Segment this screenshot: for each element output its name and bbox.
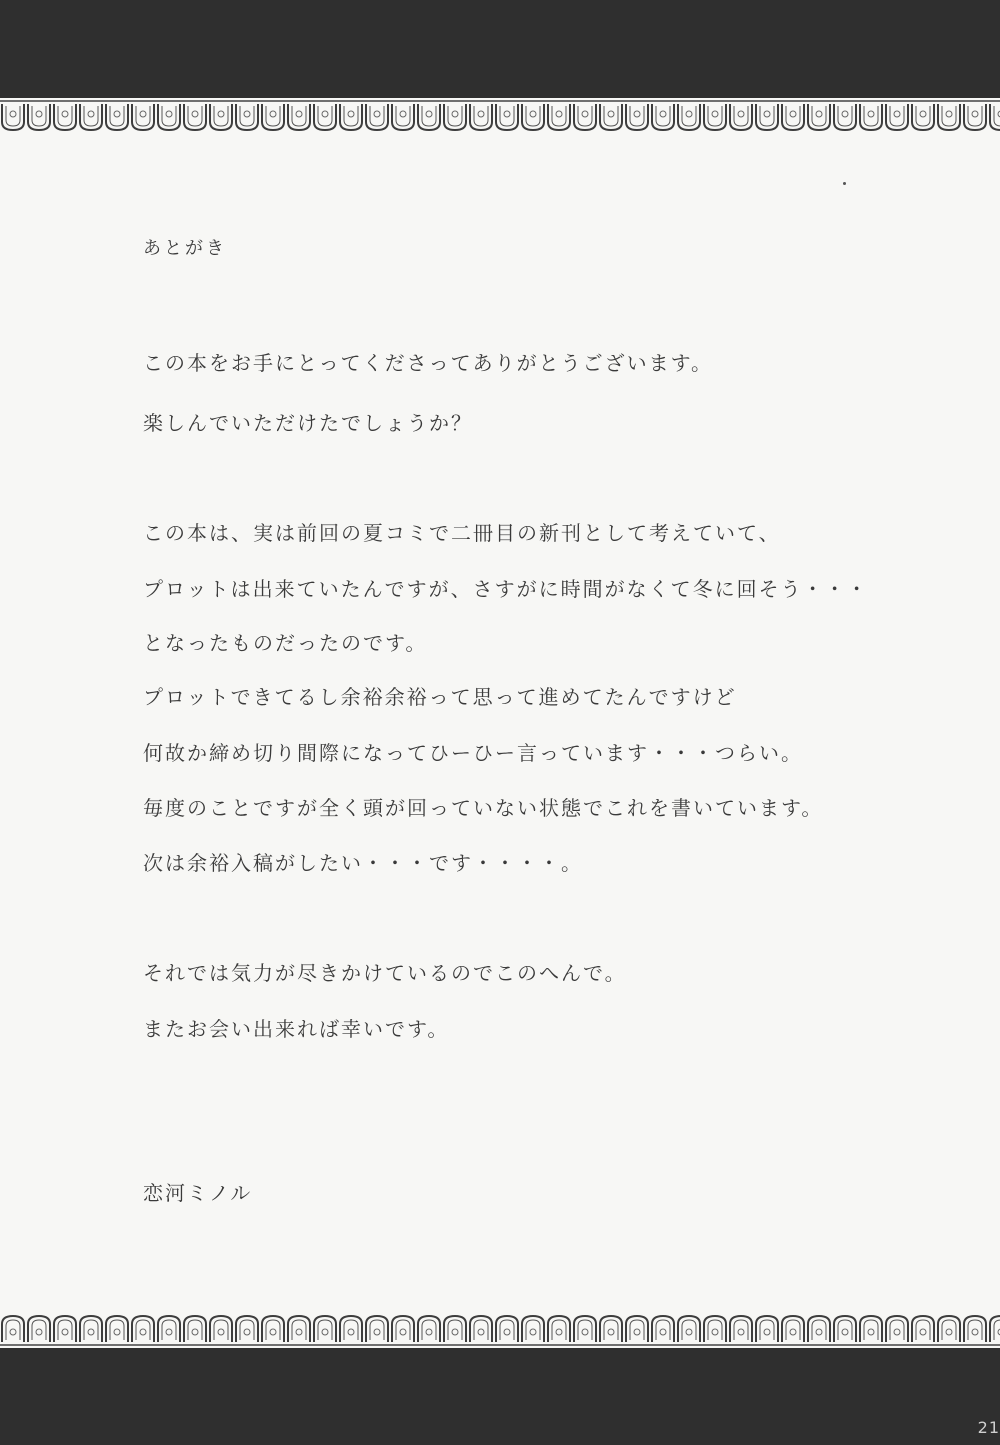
top-dark-band [0,0,1000,96]
text-line: この本は、実は前回の夏コミで二冊目の新刊として考えていて、 [143,521,781,545]
text-line: となったものだったのです。 [143,631,428,655]
text-line: プロットは出来ていたんですが、さすがに時間がなくて冬に回そう・・・ [143,577,869,601]
text-line: 何故か締め切り間際になってひーひー言っています・・・つらい。 [143,741,803,765]
text-line: またお会い出来れば幸いです。 [143,1017,450,1041]
bottom-dark-band [0,1352,1000,1445]
text-line: プロットできてるし余裕余裕って思って進めてたんですけど [143,685,737,709]
page-number: 21 [977,1418,1000,1437]
afterword-heading: あとがき [143,238,227,259]
text-line: 楽しんでいただけたでしょうか？ [143,411,473,435]
paper-speck [843,182,846,185]
text-line: 次は余裕入稿がしたい・・・です・・・・。 [143,851,583,875]
author-signature: 恋河ミノル [143,1181,253,1205]
text-line: この本をお手にとってくださってありがとうございます。 [143,351,713,375]
top-lace-border [0,92,1000,136]
text-line: 毎度のことですが全く頭が回っていない状態でこれを書いています。 [143,796,824,820]
text-line: それでは気力が尽きかけているのでこのへんで。 [143,961,627,985]
bottom-lace-border [0,1310,1000,1354]
